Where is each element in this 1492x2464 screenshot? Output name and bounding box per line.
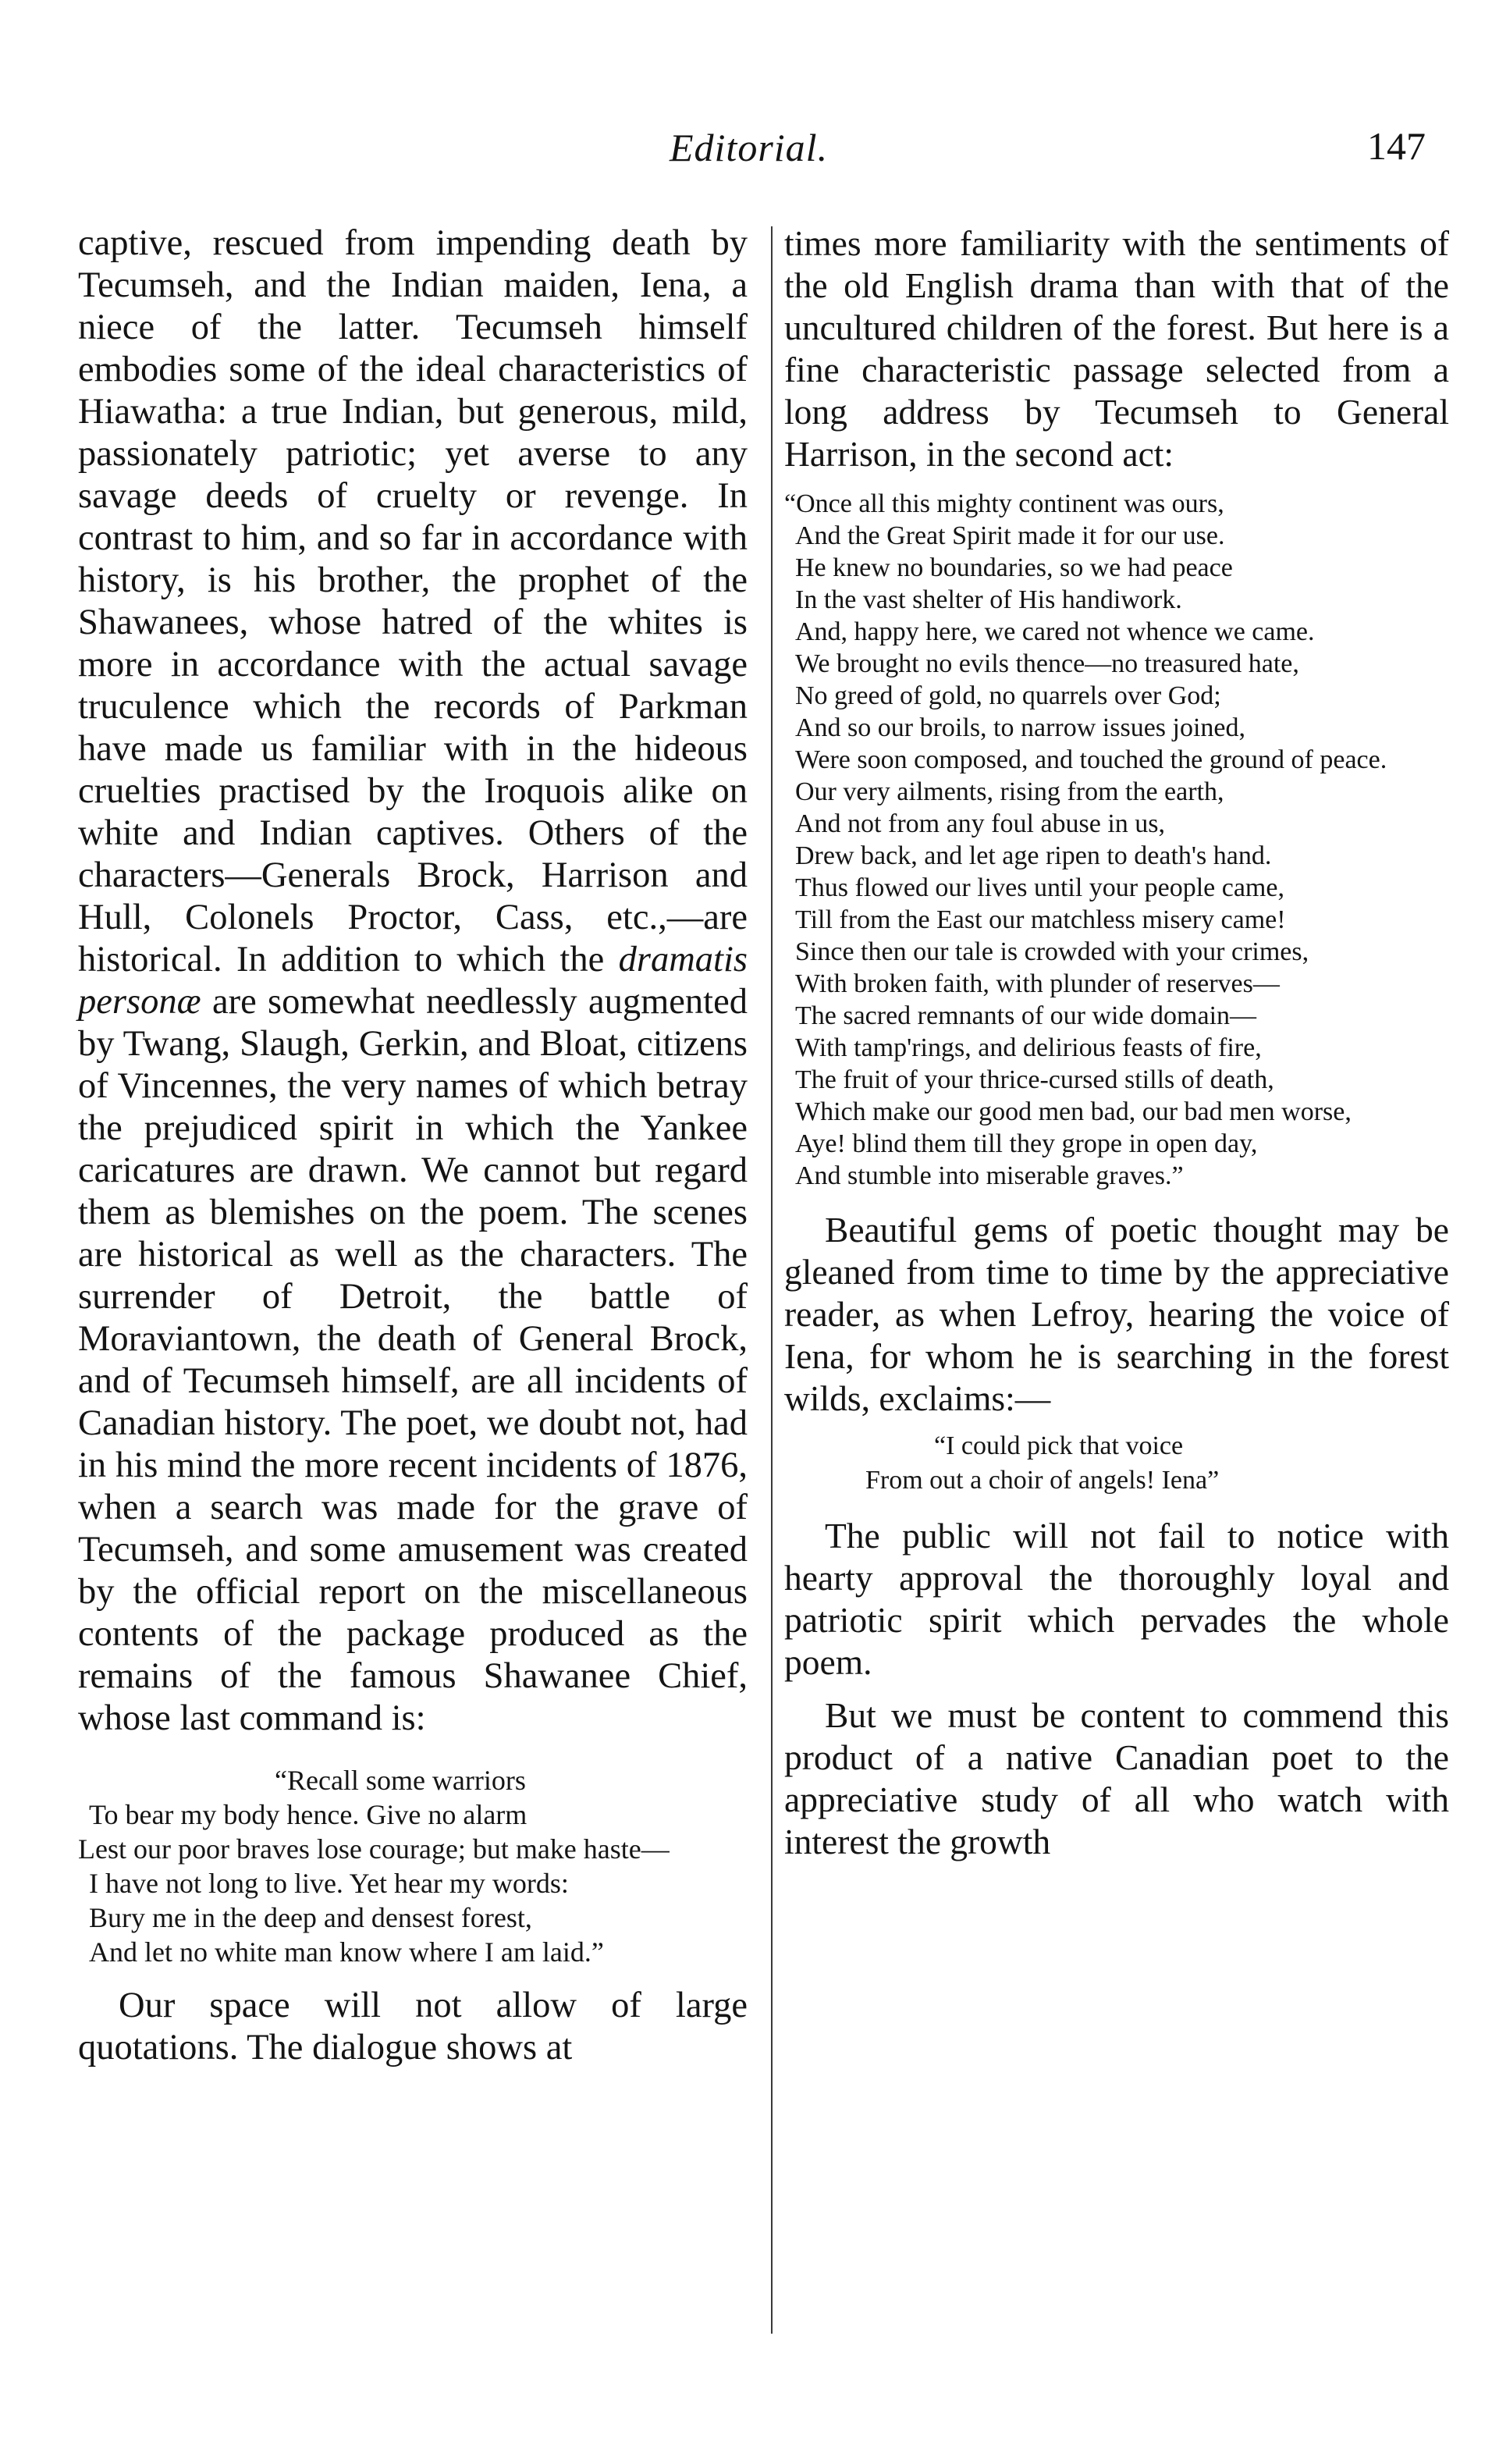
- verse-line: Lest our poor braves lose courage; but make haste—: [78, 1833, 670, 1865]
- verse-line: Bury me in the deep and densest forest,: [89, 1902, 532, 1933]
- dramatis-personae-term: dramatis personæ: [78, 940, 748, 1022]
- verse-line: “I could pick that voice: [934, 1431, 1184, 1460]
- verse-line: No greed of gold, no quarrels over God;: [795, 681, 1221, 710]
- verse-line: To bear my body hence. Give no alarm: [89, 1799, 528, 1830]
- verse-line: And, happy here, we cared not whence we came.: [795, 617, 1315, 646]
- verse-line: And let no white man know where I am laid.”: [89, 1936, 604, 1968]
- verse-line: Thus flowed our lives until your people came,: [795, 873, 1284, 902]
- right-paragraph-2: Beautiful gems of poetic thought may be gleaned from time to time by the appreciative reader, as when Lefroy, hearing the voice of Iena, for whom he is searching in the forest wilds, exclaims:—: [784, 1210, 1449, 1418]
- left-paragraph-1-continued: are somewhat needlessly augmented by Twang, Slaugh, Gerkin, and Bloat, citizens of Vincennes, the very names of which betray the prejudiced spirit in which the Yankee caricatures are drawn. We cannot but regard them as blemishes on the poem. The scenes are historical as well as the characters. The surrender of Detroit, the battle of Moraviantown, the death of General Brock, and of Tecumseh himself, are all incidents of Canadian history. The poet, we doubt not, had in his mind the more recent incidents of 1876, when a search was made for the grave of Tecumseh, and some amusement was created by the official report on the miscellaneous contents of the package produced as the remains of the famous Shawanee Chief, whose last command is:: [78, 982, 748, 1738]
- verse-line: Which make our good men bad, our bad men worse,: [795, 1097, 1352, 1126]
- verse-line: With broken faith, with plunder of reserves—: [795, 969, 1280, 998]
- verse-line: And so our broils, to narrow issues joined,: [795, 713, 1246, 742]
- right-column: [784, 222, 1449, 1863]
- iena-voice-verse: [854, 1429, 1449, 1498]
- left-paragraph-2: Our space will not allow of large quotations. The dialogue shows at: [78, 1986, 748, 2068]
- right-paragraph-3: The public will not fail to notice with hearty approval the thoroughly loyal and patriotic spirit which pervades the whole poem.: [784, 1516, 1449, 1682]
- verse-line: “Once all this mighty continent was ours,: [784, 489, 1224, 518]
- verse-line: The sacred remnants of our wide domain—: [795, 1001, 1257, 1030]
- page-header: [0, 117, 1492, 180]
- left-paragraph-1: [78, 222, 748, 1740]
- verse-line: And stumble into miserable graves.”: [795, 1161, 1184, 1190]
- verse-line: He knew no boundaries, so we had peace: [795, 553, 1233, 582]
- verse-line: And the Great Spirit made it for our use.: [795, 521, 1225, 550]
- tecumseh-address-verse: [784, 488, 1449, 1192]
- page-number: 147: [1367, 124, 1426, 168]
- column-divider: [771, 226, 773, 2334]
- tecumseh-last-command-verse: [78, 1763, 748, 1969]
- verse-line: In the vast shelter of His handiwork.: [795, 585, 1182, 614]
- verse-line: And not from any foul abuse in us,: [795, 809, 1166, 838]
- verse-line: Drew back, and let age ripen to death's hand.: [795, 841, 1272, 870]
- left-paragraph-1-text: captive, rescued from impending death by Tecumseh, and the Indian maiden, Iena, a niece of the latter. Tecumseh himself embodies some of the ideal characteristics of Hiawatha: a true Indian, but generous, mild, passionately patriotic; yet averse to any savage deeds of cruelty or revenge. In contrast to him, and so far in accordance with history, is his brother, the prophet of the Shawanees, whose hatred of the whites is more in accordance with the actual savage truculence which the records of Parkman have made us familiar with in the hideous cruelties practised by the Iroquois alike on white and Indian captives. Others of the characters—Generals Brock, Harrison and Hull, Colonels Proctor, Cass, etc.,—are historical. In addition to which the: [78, 223, 748, 980]
- verse-line: From out a choir of angels! Iena”: [865, 1466, 1220, 1495]
- right-paragraph-4: But we must be content to commend this product of a native Canadian poet to the appreciative study of all who watch with interest the growth: [784, 1695, 1449, 1861]
- right-paragraph-1: times more familiarity with the sentiments of the old English drama than with that of the uncultured children of the forest. But here is a fine characteristic passage selected from a long address by Tecumseh to General Harrison, in the second act:: [784, 223, 1449, 474]
- verse-line: The fruit of your thrice-cursed stills of death,: [795, 1065, 1274, 1094]
- left-column: [78, 222, 748, 2069]
- verse-line: “Recall some warriors: [275, 1765, 526, 1796]
- verse-line: With tamp'rings, and delirious feasts of fire,: [795, 1033, 1262, 1062]
- verse-line: Till from the East our matchless misery came!: [795, 905, 1286, 934]
- verse-line: Aye! blind them till they grope in open day,: [795, 1129, 1258, 1158]
- verse-line: Since then our tale is crowded with your crimes,: [795, 937, 1309, 966]
- verse-line: Were soon composed, and touched the ground of peace.: [795, 745, 1387, 774]
- verse-line: We brought no evils thence—no treasured hate,: [795, 649, 1299, 678]
- verse-line: Our very ailments, rising from the earth,: [795, 777, 1224, 806]
- verse-line: I have not long to live. Yet hear my words:: [89, 1868, 569, 1899]
- running-title: Editorial.: [670, 126, 829, 169]
